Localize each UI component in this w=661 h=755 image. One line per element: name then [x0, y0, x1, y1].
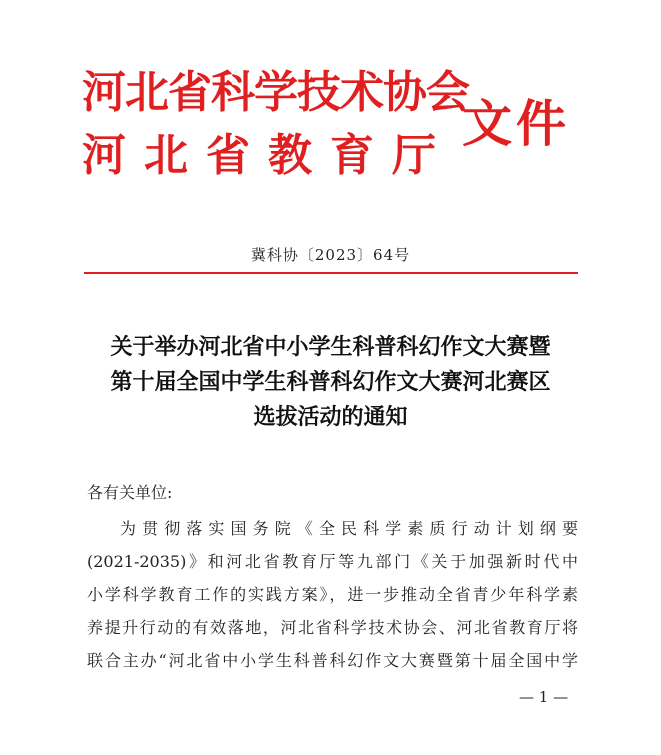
notice-title — [60, 330, 601, 435]
notice-title-line: 第十届全国中学生科普科幻作文大赛河北赛区 — [110, 370, 551, 395]
issuer-name-1: 河北省科学技术协会 — [82, 67, 469, 118]
body-text-line: (2021-2035)》和河北省教育厅等九部门《关于加强新时代中 — [87, 552, 578, 571]
page-number: — 1 — — [519, 688, 569, 706]
document-number: 冀科协〔2023〕64号 — [250, 246, 411, 264]
body-text-line: 联合主办“河北省中小学生科普科幻作文大赛暨第十届全国中学 — [87, 651, 578, 670]
document-kind: 文件 — [462, 95, 570, 153]
red-divider-line — [84, 272, 578, 274]
body-text-line: 小学科学教育工作的实践方案》，进一步推动全省青少年科学素 — [87, 585, 578, 604]
notice-title-line: 关于举办河北省中小学生科普科幻作文大赛暨 — [110, 335, 551, 360]
body-text-line: 养提升行动的有效落地，河北省科学技术协会、河北省教育厅将 — [87, 618, 578, 637]
issuer-name-2: 河北省教育厅 — [82, 130, 454, 181]
salutation: 各有关单位: — [87, 483, 173, 502]
body-text-line: 为贯彻落实国务院《全民科学素质行动计划纲要 — [120, 519, 578, 538]
notice-title-line: 选拔活动的通知 — [253, 405, 408, 430]
